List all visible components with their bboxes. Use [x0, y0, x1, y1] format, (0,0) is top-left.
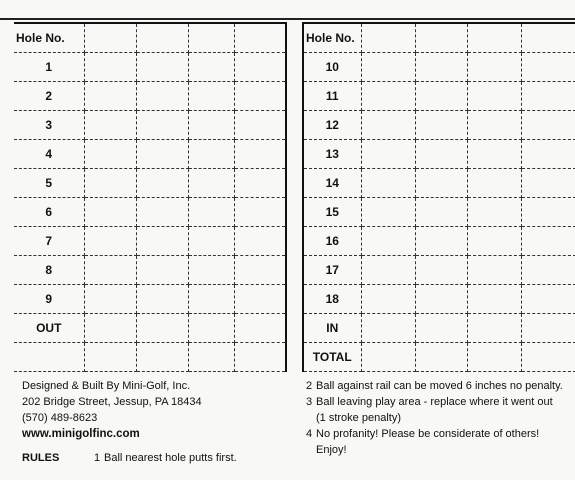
rule-number: 3 [306, 396, 313, 408]
score-cell[interactable] [361, 82, 415, 111]
score-cell[interactable] [188, 314, 234, 343]
hole-label: 15 [303, 198, 361, 227]
score-cell[interactable] [136, 82, 188, 111]
hole-label: 10 [303, 53, 361, 82]
score-cell[interactable] [361, 140, 415, 169]
score-cell[interactable] [84, 285, 136, 314]
score-cell[interactable] [361, 343, 415, 372]
score-cell[interactable] [84, 23, 136, 53]
score-cell[interactable] [84, 198, 136, 227]
score-cell[interactable] [136, 198, 188, 227]
hole-label: 5 [14, 169, 84, 198]
score-cell[interactable] [188, 111, 234, 140]
score-cell[interactable] [467, 169, 521, 198]
score-cell[interactable] [467, 53, 521, 82]
table-row [14, 314, 286, 343]
company-info [22, 378, 292, 466]
table-header-row [14, 23, 286, 53]
rule-number: 1 [94, 452, 101, 464]
score-cell[interactable] [188, 23, 234, 53]
hole-no-header: Hole No. [303, 23, 361, 53]
rules-title: RULES [22, 452, 60, 464]
score-cell[interactable] [84, 111, 136, 140]
score-cell[interactable] [234, 198, 286, 227]
hole-label: 14 [303, 169, 361, 198]
score-cell[interactable] [136, 227, 188, 256]
rule-item [306, 394, 574, 410]
table-row [14, 285, 286, 314]
hole-label: 12 [303, 111, 361, 140]
score-cell[interactable] [467, 256, 521, 285]
back-nine-table [302, 22, 575, 372]
hole-label: 6 [14, 198, 84, 227]
hole-no-header: Hole No. [14, 23, 84, 53]
table-row [303, 82, 575, 111]
score-cell[interactable] [361, 23, 415, 53]
score-cell[interactable] [188, 140, 234, 169]
table-row [14, 140, 286, 169]
rule-penalty: (1 stroke penalty) [316, 412, 401, 424]
rule-item [306, 378, 574, 394]
rule-number: 2 [306, 380, 313, 392]
company-phone: (570) 489-8623 [22, 412, 98, 424]
score-cell[interactable] [188, 256, 234, 285]
score-cell[interactable] [136, 111, 188, 140]
score-cell[interactable] [188, 82, 234, 111]
score-cell[interactable] [234, 256, 286, 285]
score-cell[interactable] [136, 256, 188, 285]
table-row [14, 169, 286, 198]
score-cell[interactable] [84, 314, 136, 343]
score-cell[interactable] [467, 285, 521, 314]
table-row [14, 343, 286, 372]
score-cell[interactable] [467, 198, 521, 227]
front-nine-table [14, 22, 287, 372]
score-cell[interactable] [234, 169, 286, 198]
hole-label: IN [303, 314, 361, 343]
score-cell[interactable] [84, 53, 136, 82]
score-cell[interactable] [521, 111, 575, 140]
hole-label: 3 [14, 111, 84, 140]
rule-text: Ball against rail can be moved 6 inches no penalty. [316, 380, 563, 392]
score-cell[interactable] [234, 111, 286, 140]
table-row [303, 227, 575, 256]
hole-label: 11 [303, 82, 361, 111]
score-cell[interactable] [521, 169, 575, 198]
score-cell[interactable] [234, 227, 286, 256]
score-cell[interactable] [521, 343, 575, 372]
table-row [14, 111, 286, 140]
rules-closing: Enjoy! [316, 444, 347, 456]
hole-label: 2 [14, 82, 84, 111]
score-cell[interactable] [188, 285, 234, 314]
score-cell[interactable] [84, 169, 136, 198]
rule-item [94, 450, 237, 466]
table-row [14, 53, 286, 82]
score-cell[interactable] [188, 53, 234, 82]
table-row [303, 198, 575, 227]
rule-text: No profanity! Please be considerate of others! [316, 428, 540, 440]
score-cell[interactable] [188, 169, 234, 198]
table-row [14, 82, 286, 111]
score-cell[interactable] [188, 198, 234, 227]
company-address: 202 Bridge Street, Jessup, PA 18434 [22, 396, 202, 408]
score-cell[interactable] [234, 82, 286, 111]
hole-label: 17 [303, 256, 361, 285]
company-url[interactable]: www.minigolfinc.com [22, 428, 140, 440]
rule-text: Ball nearest hole putts first. [104, 452, 237, 464]
hole-label: OUT [14, 314, 84, 343]
score-cell[interactable] [361, 198, 415, 227]
score-cell[interactable] [415, 169, 467, 198]
score-cell[interactable] [234, 53, 286, 82]
score-cell[interactable] [467, 111, 521, 140]
hole-label: 13 [303, 140, 361, 169]
table-row [303, 285, 575, 314]
table-header-row [303, 23, 575, 53]
score-cell[interactable] [84, 227, 136, 256]
score-cell[interactable] [521, 285, 575, 314]
score-cell[interactable] [234, 314, 286, 343]
rule-text: Ball leaving play area - replace where it went out [316, 396, 553, 408]
hole-label: 18 [303, 285, 361, 314]
score-cell[interactable] [415, 227, 467, 256]
table-row [14, 227, 286, 256]
score-cell[interactable] [188, 343, 234, 372]
score-cell[interactable] [415, 23, 467, 53]
hole-label: TOTAL [303, 343, 361, 372]
table-row [303, 169, 575, 198]
score-cell[interactable] [521, 198, 575, 227]
score-cell[interactable] [415, 198, 467, 227]
score-cell[interactable] [361, 169, 415, 198]
score-cell[interactable] [415, 314, 467, 343]
score-cell[interactable] [521, 53, 575, 82]
score-cell[interactable] [361, 285, 415, 314]
table-row [303, 111, 575, 140]
score-cell[interactable] [521, 82, 575, 111]
score-cell[interactable] [136, 23, 188, 53]
score-cell[interactable] [415, 256, 467, 285]
company-designer: Designed & Built By Mini-Golf, Inc. [22, 380, 191, 392]
score-cell[interactable] [136, 343, 188, 372]
score-cell[interactable] [84, 140, 136, 169]
rules-row [22, 450, 292, 466]
score-cell[interactable] [521, 256, 575, 285]
score-cell[interactable] [188, 227, 234, 256]
hole-label: 16 [303, 227, 361, 256]
score-cell[interactable] [467, 343, 521, 372]
score-cell[interactable] [136, 169, 188, 198]
score-cell[interactable] [136, 53, 188, 82]
table-row [303, 343, 575, 372]
score-cell[interactable] [136, 140, 188, 169]
score-cell[interactable] [467, 227, 521, 256]
score-cell[interactable] [361, 111, 415, 140]
score-cell[interactable] [415, 140, 467, 169]
score-cell[interactable] [234, 23, 286, 53]
hole-label: 9 [14, 285, 84, 314]
score-cell[interactable] [361, 256, 415, 285]
rule-item [306, 426, 574, 442]
score-cell[interactable] [234, 285, 286, 314]
hole-label [14, 343, 84, 372]
rules-list [306, 378, 574, 458]
score-cell[interactable] [361, 53, 415, 82]
score-cell[interactable] [361, 227, 415, 256]
table-row [303, 256, 575, 285]
score-cell[interactable] [415, 111, 467, 140]
score-cell[interactable] [521, 314, 575, 343]
score-cell[interactable] [415, 343, 467, 372]
table-row [14, 256, 286, 285]
score-cell[interactable] [361, 314, 415, 343]
top-rule [0, 18, 575, 20]
table-row [303, 314, 575, 343]
table-row [303, 140, 575, 169]
score-cell[interactable] [467, 82, 521, 111]
score-cell[interactable] [234, 343, 286, 372]
hole-label: 7 [14, 227, 84, 256]
score-cell[interactable] [415, 82, 467, 111]
score-cell[interactable] [136, 285, 188, 314]
hole-label: 8 [14, 256, 84, 285]
hole-label: 4 [14, 140, 84, 169]
score-cell[interactable] [84, 256, 136, 285]
score-cell[interactable] [521, 140, 575, 169]
score-cell[interactable] [467, 314, 521, 343]
table-row [14, 198, 286, 227]
score-cell[interactable] [467, 23, 521, 53]
rule-number: 4 [306, 428, 313, 440]
table-row [303, 53, 575, 82]
hole-label: 1 [14, 53, 84, 82]
score-cell[interactable] [136, 314, 188, 343]
score-cell[interactable] [521, 23, 575, 53]
score-cell[interactable] [467, 140, 521, 169]
score-cell[interactable] [521, 227, 575, 256]
score-cell[interactable] [84, 82, 136, 111]
score-cell[interactable] [84, 343, 136, 372]
score-cell[interactable] [234, 140, 286, 169]
score-cell[interactable] [415, 285, 467, 314]
score-cell[interactable] [415, 53, 467, 82]
